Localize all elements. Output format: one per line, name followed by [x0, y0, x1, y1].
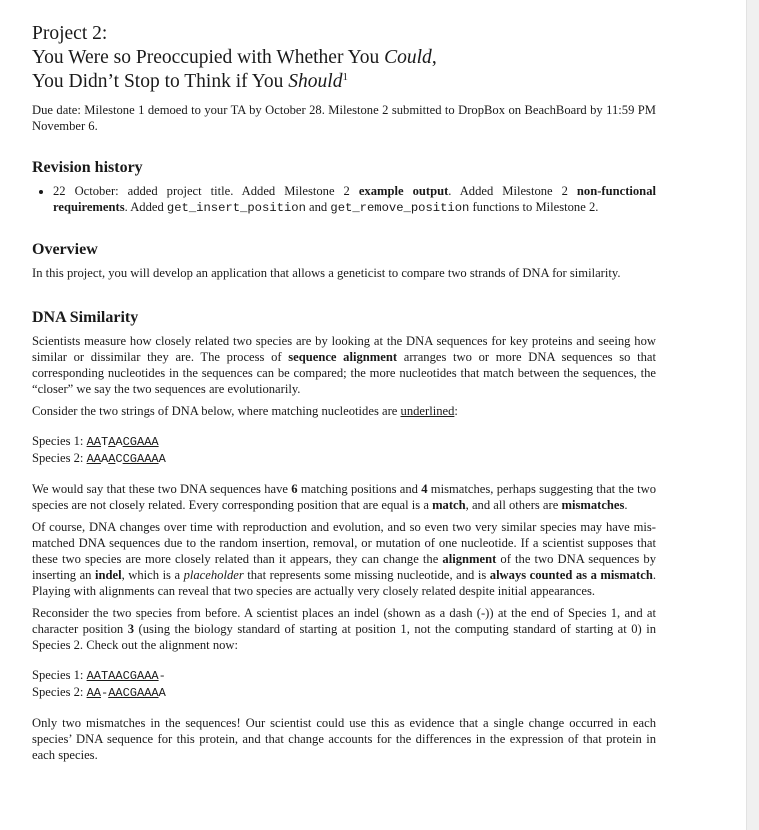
matched-nucleotides: AA — [86, 686, 101, 700]
text: arranges two or more DNA sequences so that corresponding nucleotides in the sequences can be compared; the more nucleotides that match between the sequences, the “closer” we say the two sequences are evolutionarily. — [32, 350, 656, 396]
sequence-row — [32, 667, 656, 684]
overview-text: In this project, you will develop an application that allows a geneticist to compare two strands of DNA for similarity. — [32, 266, 621, 280]
text: matching positions and — [297, 482, 422, 496]
dna-paragraph-6: Only two mismatches in the sequences! Our scientist could use this as evidence that a single change occurred in each species’ DNA sequence for this protein, and that change accounts for the differences in the expression of that protein in each species. — [32, 716, 656, 762]
text: 22 October: added project title. Added Milestone 2 — [53, 184, 359, 198]
text: that represents some missing nucleotide, and is — [243, 568, 490, 582]
scrollbar[interactable] — [746, 0, 759, 830]
dna-paragraph-3 — [32, 481, 656, 513]
mismatched-nucleotides: - — [100, 686, 109, 700]
sequence-row — [32, 450, 656, 467]
sequence-row — [32, 684, 656, 701]
matched-nucleotides: AACGAAA — [108, 686, 159, 700]
text: Reconsider the two species from before. A scientist places an indel (shown as a dash (-)) at the end of Species 1, and at character position — [32, 606, 656, 636]
dna-sequence — [87, 669, 166, 683]
dna-paragraph-1 — [32, 333, 656, 397]
text: Of course, DNA changes over time with reproduction and evolution, and so even two very similar species may have mis-matched DNA sequences due to the random insertion, removal, or mutation of one nucleotide. If a scientist supposes that these two species are more closely related than it appears, they can change the — [32, 520, 656, 566]
due-date: Due date: Milestone 1 demoed to your TA by October 28. Milestone 2 submitted to DropBox on BeachBoard by 11:59 PM November 6. — [32, 103, 656, 133]
dna-paragraph-2 — [32, 403, 656, 419]
mismatched-nucleotides: A — [115, 435, 123, 449]
revision-list — [32, 183, 656, 216]
title-line-2 — [32, 46, 656, 70]
bold-text: indel — [95, 568, 122, 582]
text: and — [305, 200, 331, 214]
mismatched-nucleotides: C — [115, 452, 123, 466]
text: , and all others are — [465, 498, 562, 512]
text: . — [624, 498, 628, 512]
sequence-block-2 — [32, 667, 656, 701]
dna-sequence — [87, 435, 159, 449]
title-text: , — [431, 47, 437, 68]
bold-text: match — [432, 498, 466, 512]
text: mismatches, perhaps suggesting that the two species are not closely related. Every corresponding position that are equal is a — [32, 482, 656, 512]
dna-sequence — [87, 686, 166, 700]
text: , which is a — [121, 568, 184, 582]
matched-nucleotides: CGAAA — [122, 452, 159, 466]
bold-text: always counted as a mismatch — [489, 568, 653, 582]
mismatched-nucleotides: A — [158, 686, 166, 700]
italic-text: placeholder — [183, 568, 244, 582]
bold-text: 4 — [421, 482, 428, 496]
matched-nucleotides: A — [108, 452, 116, 466]
title-text: You Were so Preoccupied with Whether You — [32, 47, 385, 68]
species-label: Species 1: — [32, 434, 87, 448]
bold-text: sequence alignment — [288, 350, 398, 364]
text: functions to Milestone 2. — [469, 200, 599, 214]
overview-heading: Overview — [32, 241, 98, 258]
revision-item — [53, 183, 656, 216]
sequence-block-1 — [32, 433, 656, 467]
document-page — [32, 22, 656, 763]
mismatched-nucleotides: A — [100, 452, 109, 466]
matched-nucleotides: CGAAA — [122, 435, 159, 449]
code-text: get_insert_position — [166, 201, 306, 215]
project-title — [32, 22, 656, 94]
bold-text: non-functional requirements — [53, 184, 656, 214]
title-text: You Didn’t Stop to Think if You — [32, 71, 289, 92]
title-emphasis: Should — [288, 71, 343, 92]
text: Consider the two strings of DNA below, where matching nucleotides are — [32, 404, 401, 418]
text: We would say that these two DNA sequences have — [32, 482, 292, 496]
matched-nucleotides: AA — [86, 435, 101, 449]
matched-nucleotides: AATAACGAAA — [86, 669, 159, 683]
text: . Added Milestone 2 — [448, 184, 577, 198]
species-label: Species 2: — [32, 451, 87, 465]
text: : — [454, 404, 458, 418]
bold-text: alignment — [442, 552, 497, 566]
dna-similarity-heading: DNA Similarity — [32, 309, 139, 326]
text: . Added — [124, 200, 167, 214]
underlined-text: underlined — [400, 404, 455, 418]
revision-history-heading: Revision history — [32, 159, 143, 176]
mismatched-nucleotides: - — [158, 669, 166, 683]
dna-paragraph-4 — [32, 519, 656, 599]
dna-paragraph-5 — [32, 605, 656, 653]
text: Scientists measure how closely related two species are by looking at the DNA sequences for key proteins and seeing how similar or dissimilar they are. The process of — [32, 334, 656, 364]
bold-text: example output — [358, 184, 449, 198]
bold-text: mismatches — [561, 498, 625, 512]
mismatched-nucleotides: A — [158, 452, 166, 466]
bold-text: 6 — [291, 482, 298, 496]
text: . Playing with alignments can reveal that two species are actually very closely related despite initial appearances. — [32, 568, 657, 598]
text: of the two DNA sequences by inserting an — [32, 552, 656, 582]
sequence-row — [32, 433, 656, 450]
bold-text: 3 — [127, 622, 135, 636]
species-label: Species 1: — [32, 668, 87, 682]
mismatched-nucleotides: T — [100, 435, 109, 449]
title-line-1 — [32, 22, 656, 46]
footnote-marker[interactable]: 1 — [342, 71, 348, 83]
title-line-3 — [32, 70, 656, 94]
dna-sequence — [87, 452, 166, 466]
code-text: get_remove_position — [330, 201, 470, 215]
matched-nucleotides: AA — [86, 452, 101, 466]
title-emphasis: Could — [384, 47, 432, 68]
species-label: Species 2: — [32, 685, 87, 699]
title-text: Project 2: — [32, 23, 108, 44]
text: (using the biology standard of starting at position 1, not the computing standard of starting at 0) in Species 2. Check out the alignment now: — [32, 622, 656, 652]
matched-nucleotides: A — [108, 435, 116, 449]
